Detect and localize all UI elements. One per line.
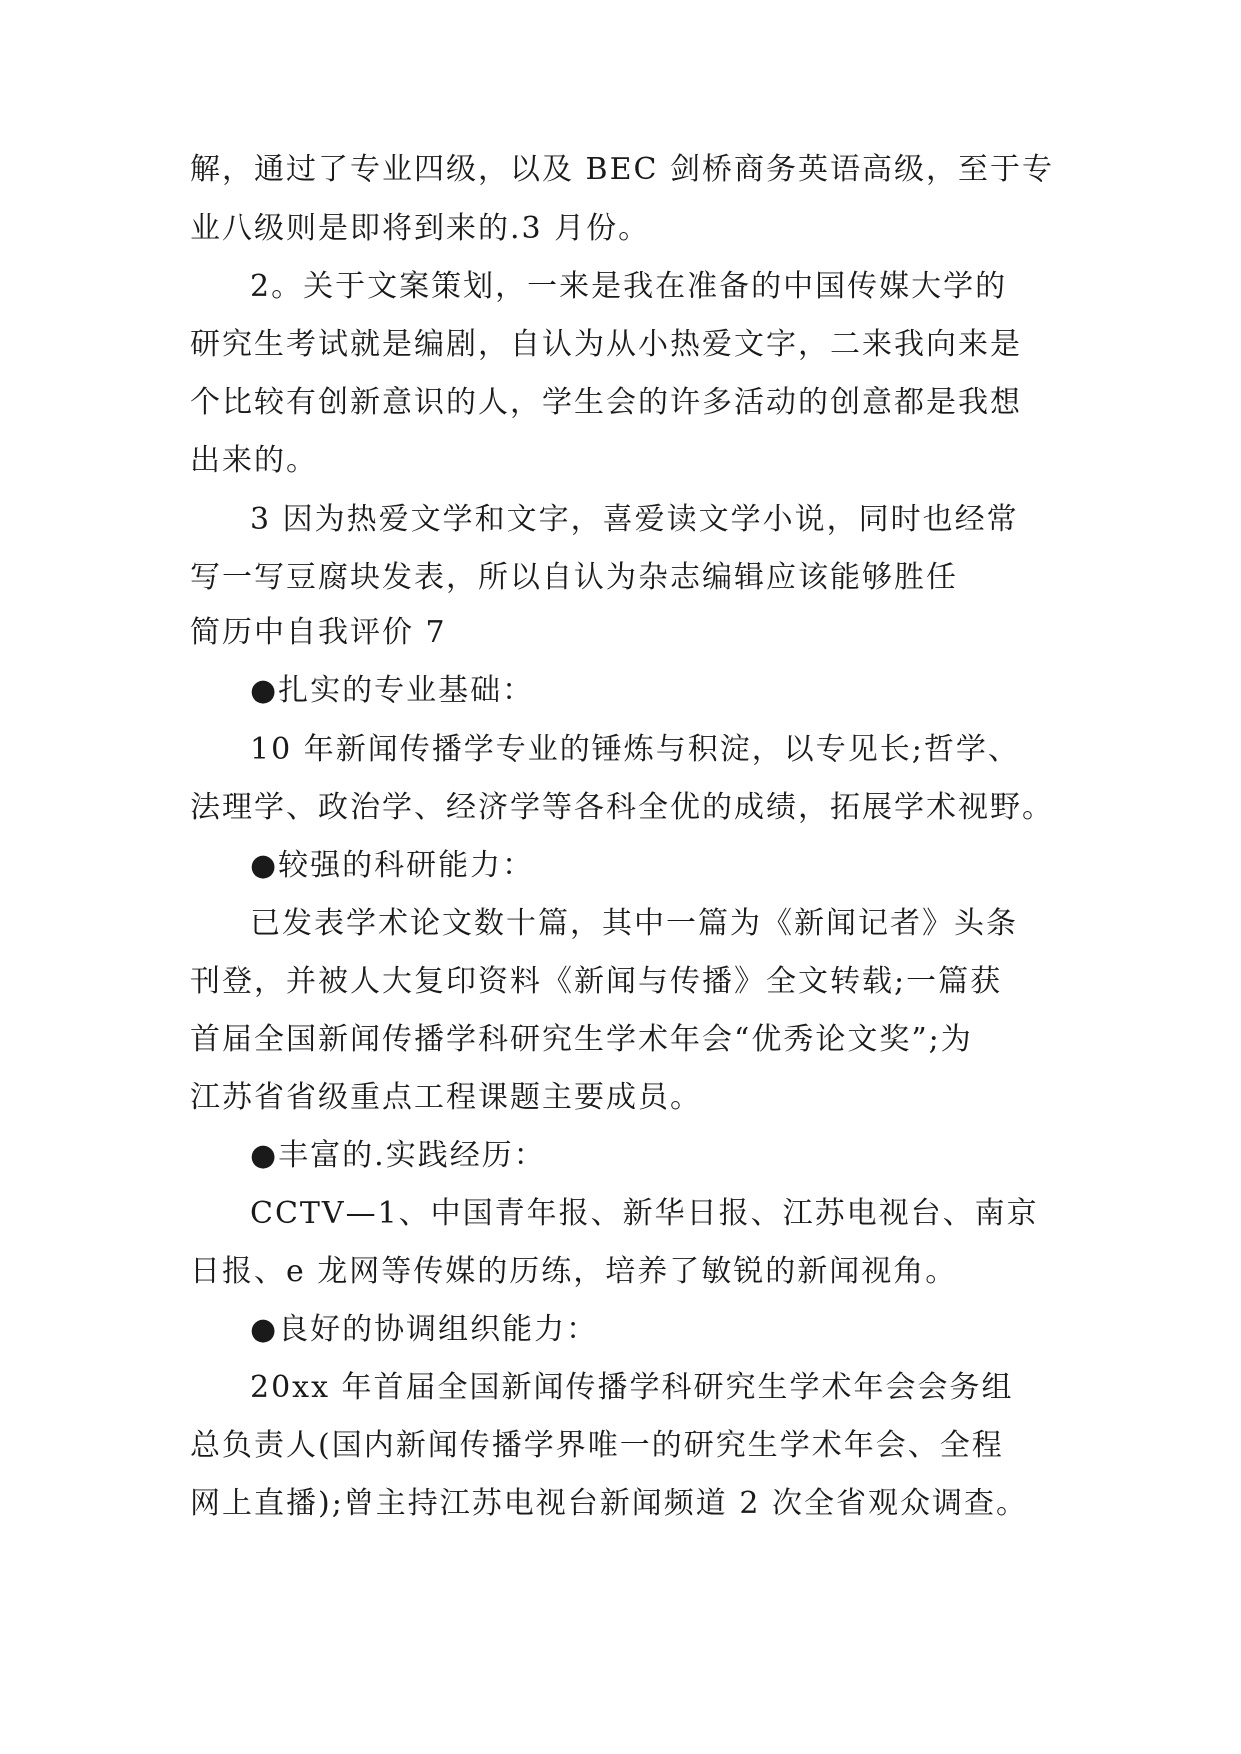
- body-text-line: 个比较有创新意识的人，学生会的许多活动的创意都是我想: [190, 385, 1022, 420]
- paragraph-start-line: 20xx 年首届全国新闻传播学科研究生学术年会会务组: [250, 1370, 1014, 1405]
- body-text-line: 解，通过了专业四级，以及 BEC 剑桥商务英语高级，至于专: [190, 152, 1054, 187]
- bullet-heading: ●扎实的专业基础：: [250, 673, 535, 708]
- paragraph-start-line: 10 年新闻传播学专业的锤炼与积淀，以专见长;哲学、: [250, 732, 1020, 767]
- bullet-heading: ●丰富的.实践经历：: [250, 1138, 546, 1173]
- section-title: 简历中自我评价 7: [190, 615, 447, 650]
- body-text-line: 研究生考试就是编剧，自认为从小热爱文字，二来我向来是: [190, 327, 1022, 362]
- body-text-line: 出来的。: [190, 443, 318, 478]
- body-text-line: 刊登，并被人大复印资料《新闻与传播》全文转载;一篇获: [190, 964, 1003, 999]
- body-text-line: 法理学、政治学、经济学等各科全优的成绩，拓展学术视野。: [190, 790, 1054, 825]
- bullet-heading: ●较强的科研能力：: [250, 848, 535, 883]
- body-text-line: 首届全国新闻传播学科研究生学术年会“优秀论文奖”;为: [190, 1022, 973, 1057]
- paragraph-start-line: 2。关于文案策划，一来是我在准备的中国传媒大学的: [250, 269, 1008, 304]
- paragraph-start-line: CCTV—1、中国青年报、新华日报、江苏电视台、南京: [250, 1196, 1039, 1231]
- body-text-line: 写一写豆腐块发表，所以自认为杂志编辑应该能够胜任: [190, 560, 958, 595]
- bullet-heading: ●良好的协调组织能力：: [250, 1312, 599, 1347]
- paragraph-start-line: 3 因为热爱文学和文字，喜爱读文学小说，同时也经常: [250, 502, 1019, 537]
- body-text-line: 日报、e 龙网等传媒的历练，培养了敏锐的新闻视角。: [190, 1254, 958, 1289]
- body-text-line: 总负责人(国内新闻传播学界唯一的研究生学术年会、全程: [190, 1428, 1004, 1463]
- body-text-line: 业八级则是即将到来的.3 月份。: [190, 211, 651, 246]
- paragraph-start-line: 已发表学术论文数十篇，其中一篇为《新闻记者》头条: [250, 906, 1018, 941]
- body-text-line: 江苏省省级重点工程课题主要成员。: [190, 1080, 702, 1115]
- body-text-line: 网上直播);曾主持江苏电视台新闻频道 2 次全省观众调查。: [190, 1486, 1028, 1521]
